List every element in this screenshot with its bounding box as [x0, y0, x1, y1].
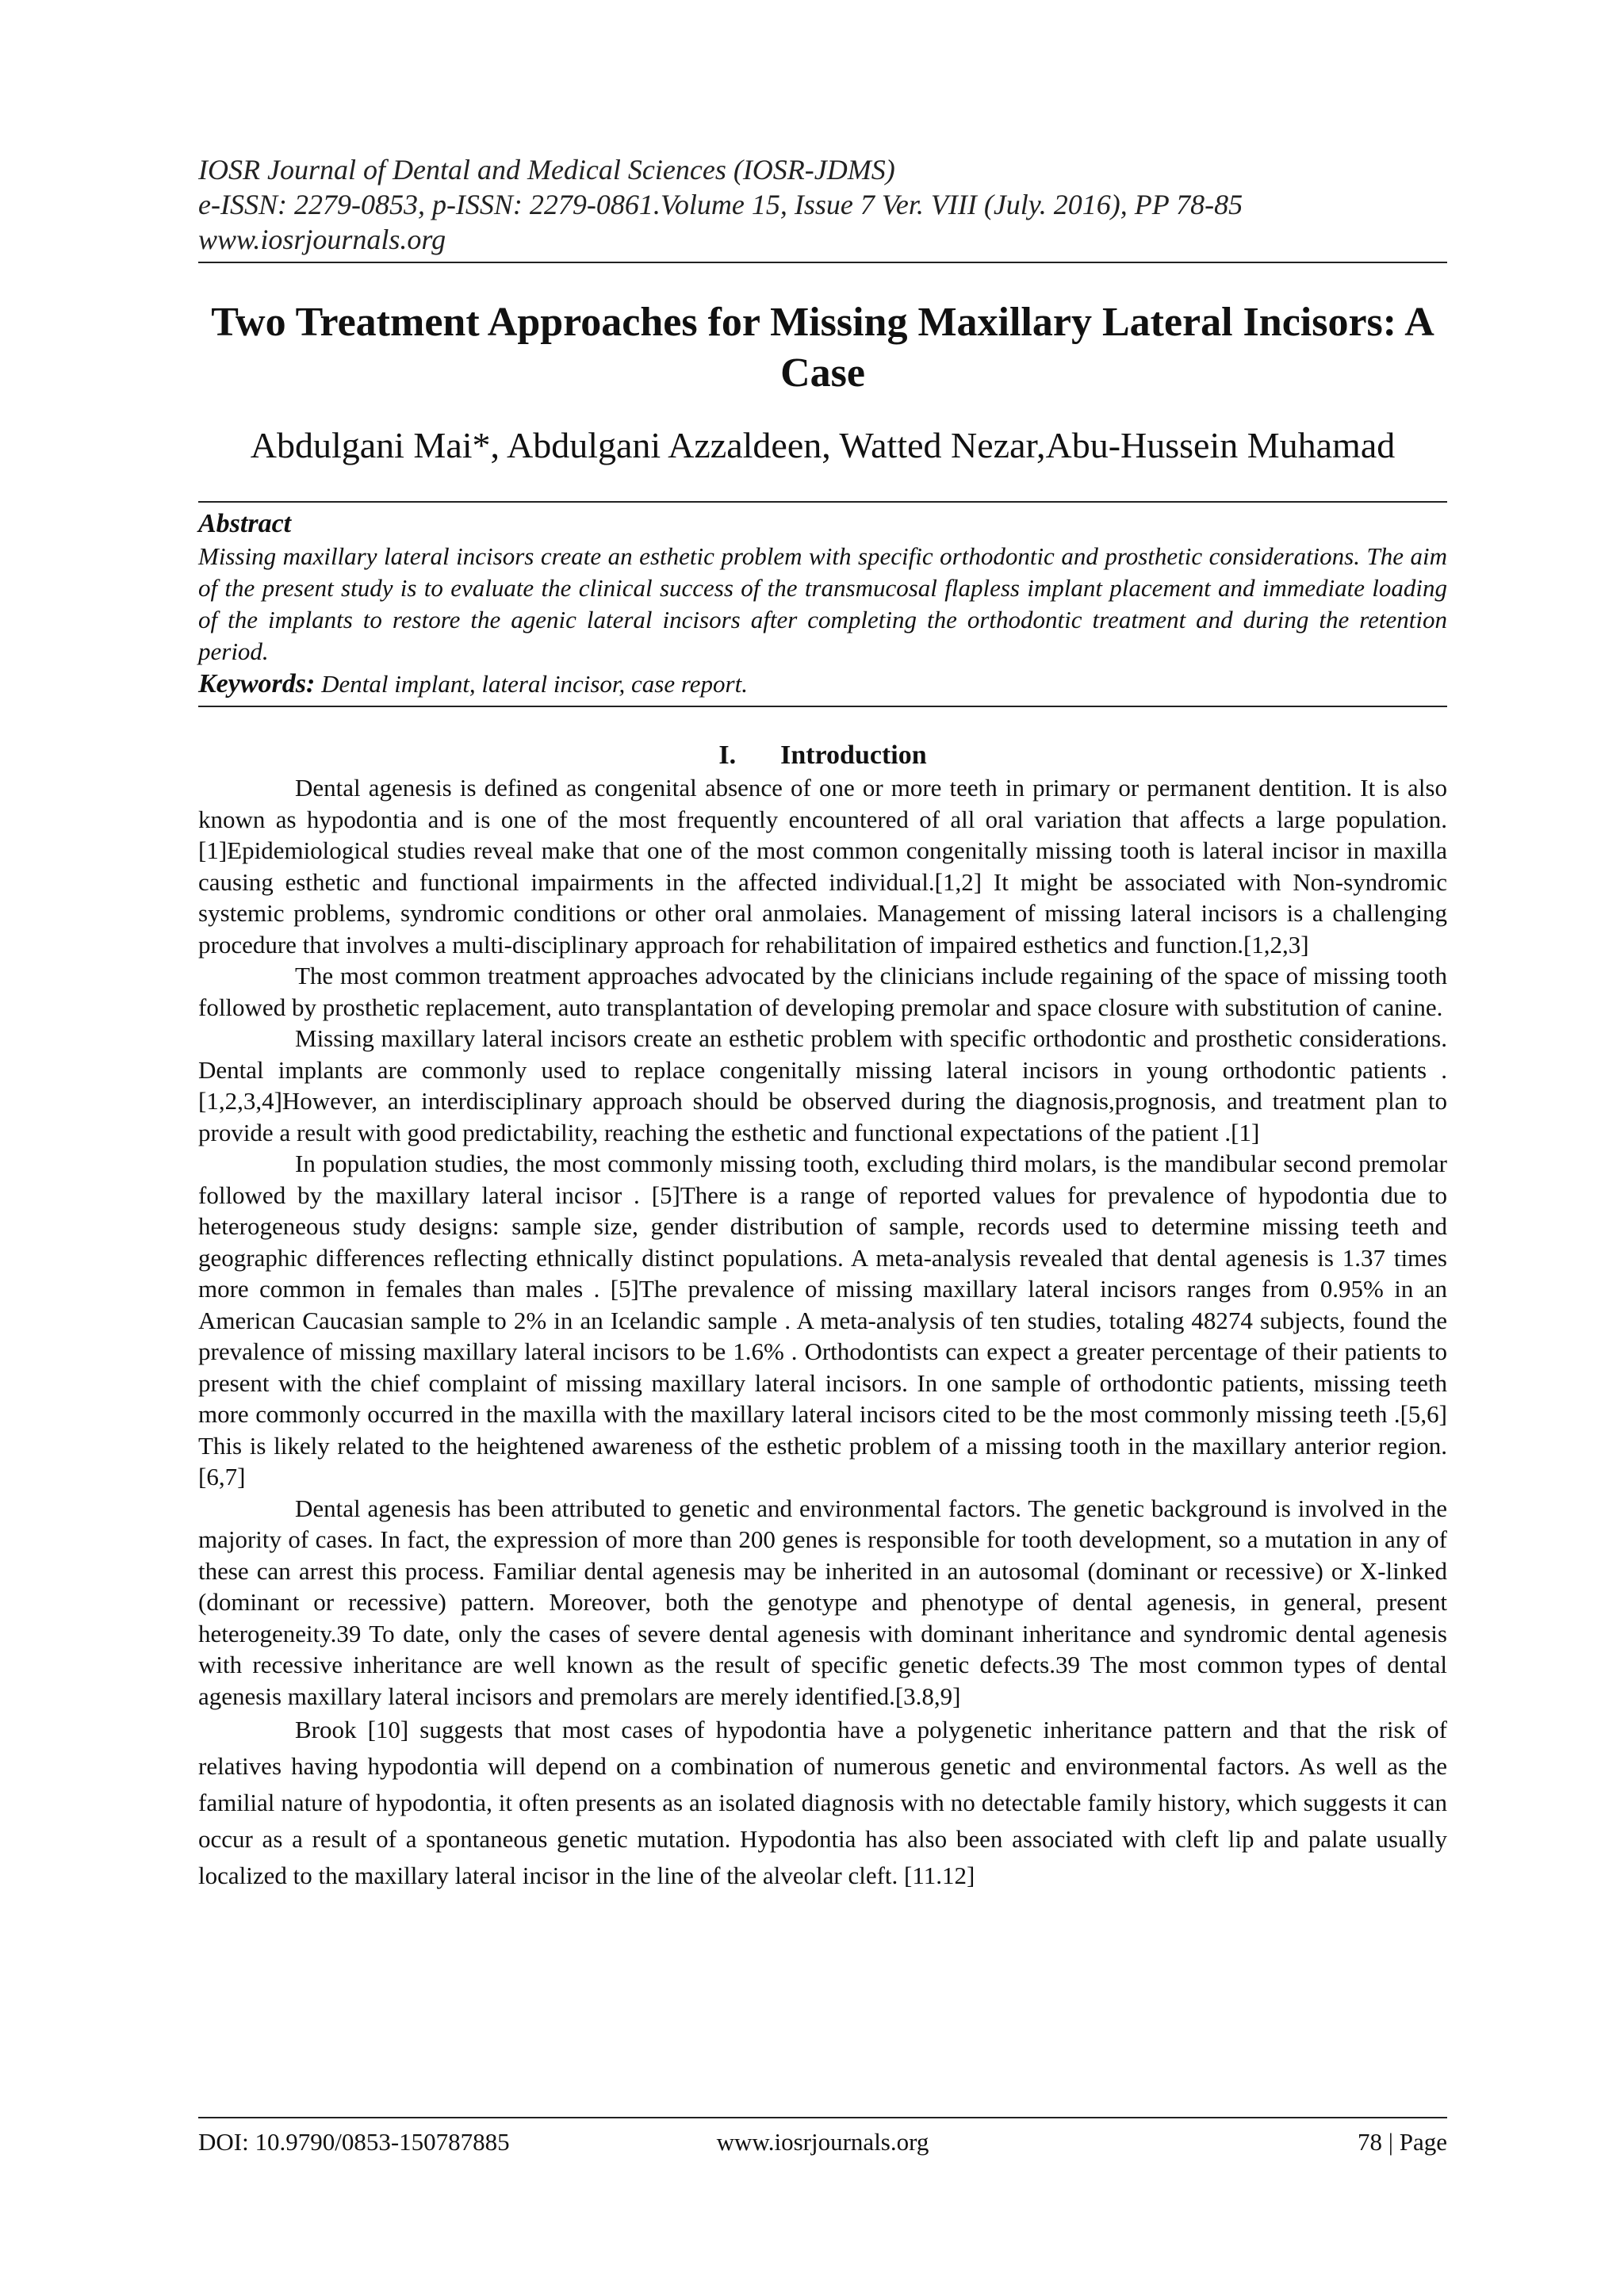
- footer-website: www.iosrjournals.org: [716, 2128, 929, 2156]
- journal-header: [198, 152, 1447, 257]
- paragraph: Missing maxillary lateral incisors create an esthetic problem with specific orthodontic and prosthetic considerations. Dental implants are commonly used to replace congenitally missing lateral incisors in young orthodontic patients . [1,2,3,4]However, an interdisciplinary approach should be observed during the diagnosis,prognosis, and treatment plan to provide a result with good predictability, reaching the esthetic and functional expectations of the patient .[1]: [198, 1024, 1447, 1146]
- keywords-text: Dental implant, lateral incisor, case report.: [315, 670, 748, 698]
- paragraph: Brook [10] suggests that most cases of hypodontia have a polygenetic inheritance pattern and that the risk of relatives having hypodontia will depend on a combination of numerous genetic and environmental factors. As well as the familial nature of hypodontia, it often presents as an isolated diagnosis with no detectable family history, which suggests it can occur as a result of a spontaneous genetic mutation. Hypodontia has also been associated with cleft lip and palate usually localized to the maxillary lateral incisor in the line of the alveolar cleft. [11.12]: [198, 1716, 1447, 1889]
- keywords-line: [198, 668, 1447, 701]
- abstract-text: Missing maxillary lateral incisors create an esthetic problem with specific orthodontic and prosthetic considerations. The aim of the present study is to evaluate the clinical success of the transmucosal flapless implant placement and immediate loading of the implants to restore the agenic lateral incisors after completing the orthodontic treatment and during the retention period.: [198, 542, 1447, 665]
- footer-doi: DOI: 10.9790/0853-150787885: [198, 2128, 510, 2156]
- section-title: Introduction: [780, 740, 927, 770]
- footer-page-number: 78 | Page: [1358, 2128, 1447, 2156]
- keywords-label: Keywords:: [198, 669, 316, 698]
- abstract-top-divider: [198, 501, 1447, 503]
- author-list: Abdulgani Mai*, Abdulgani Azzaldeen, Watted Nezar,Abu-Hussein Muhamad: [250, 425, 1396, 465]
- abstract-bottom-divider: [198, 706, 1447, 707]
- paper-title: Two Treatment Approaches for Missing Maxillary Lateral Incisors: A Case: [211, 300, 1434, 396]
- issn-line: e-ISSN: 2279-0853, p-ISSN: 2279-0861.Volume 15, Issue 7 Ver. VIII (July. 2016), PP 78-85: [198, 189, 1243, 220]
- page-footer: [198, 2126, 1447, 2158]
- abstract-section: [198, 507, 1447, 701]
- section-heading-introduction: [198, 739, 1447, 772]
- abstract-heading: Abstract: [198, 509, 292, 538]
- paragraph: In population studies, the most commonly missing tooth, excluding third molars, is the mandibular second premolar followed by the maxillary lateral incisor . [5]There is a range of reported values for prevalence of hypodontia due to heterogeneous study designs: sample size, gender distribution of sample, records used to determine missing teeth and geographic differences reflecting ethnically distinct populations. A meta-analysis revealed that dental agenesis is 1.37 times more common in females than males . [5]The prevalence of missing maxillary lateral incisors ranges from 0.95% in an American Caucasian sample to 2% in an Icelandic sample . A meta-analysis of ten studies, totaling 48274 subjects, found the prevalence of missing maxillary lateral incisors to be 1.6% . Orthodontists can expect a greater percentage of their patients to present with the chief complaint of missing maxillary lateral incisors. In one sample of orthodontic patients, missing teeth more commonly occurred in the maxilla with the maxillary lateral incisors cited to be the most commonly missing teeth .[5,6] This is likely related to the heightened awareness of the esthetic problem of a missing tooth in the maxillary anterior region.[6,7]: [198, 1150, 1447, 1490]
- paragraph: Dental agenesis has been attributed to genetic and environmental factors. The genetic background is involved in the majority of cases. In fact, the expression of more than 200 genes is responsible for tooth development, so a mutation in any of these can arrest this process. Familiar dental agenesis may be inherited in an autosomal (dominant or recessive) or X-linked (dominant or recessive) pattern. Moreover, both the genotype and phenotype of dental agenesis, in general, present heterogeneity.39 To date, only the cases of severe dental agenesis with dominant inheritance and syndromic dental agenesis with recessive inheritance are well known as the result of specific genetic defects.39 The most common types of dental agenesis maxillary lateral incisors and premolars are merely identified.[3.8,9]: [198, 1494, 1447, 1710]
- header-divider: [198, 262, 1447, 263]
- section-number: I.: [718, 740, 737, 770]
- journal-name: IOSR Journal of Dental and Medical Sciences (IOSR-JDMS): [198, 154, 895, 186]
- journal-website: www.iosrjournals.org: [198, 224, 446, 255]
- paper-page: [198, 0, 1447, 2296]
- paragraph: Dental agenesis is defined as congenital absence of one or more teeth in primary or permanent dentition. It is also known as hypodontia and is one of the most frequently encountered of all oral variation that affects a large population. [1]Epidemiological studies reveal make that one of the most common congenitally missing tooth is lateral incisor in maxilla causing esthetic and functional impairments in the affected individual.[1,2] It might be associated with Non-syndromic systemic problems, syndromic conditions or other oral anmolaies. Management of missing lateral incisors is a challenging procedure that involves a multi-disciplinary approach for rehabilitation of impaired esthetics and function.[1,2,3]: [198, 774, 1447, 959]
- paragraph: The most common treatment approaches advocated by the clinicians include regaining of the space of missing tooth followed by prosthetic replacement, auto transplantation of developing premolar and space closure with substitution of canine.: [198, 962, 1447, 1021]
- introduction-body: [198, 772, 1447, 1894]
- footer-divider: [198, 2117, 1447, 2118]
